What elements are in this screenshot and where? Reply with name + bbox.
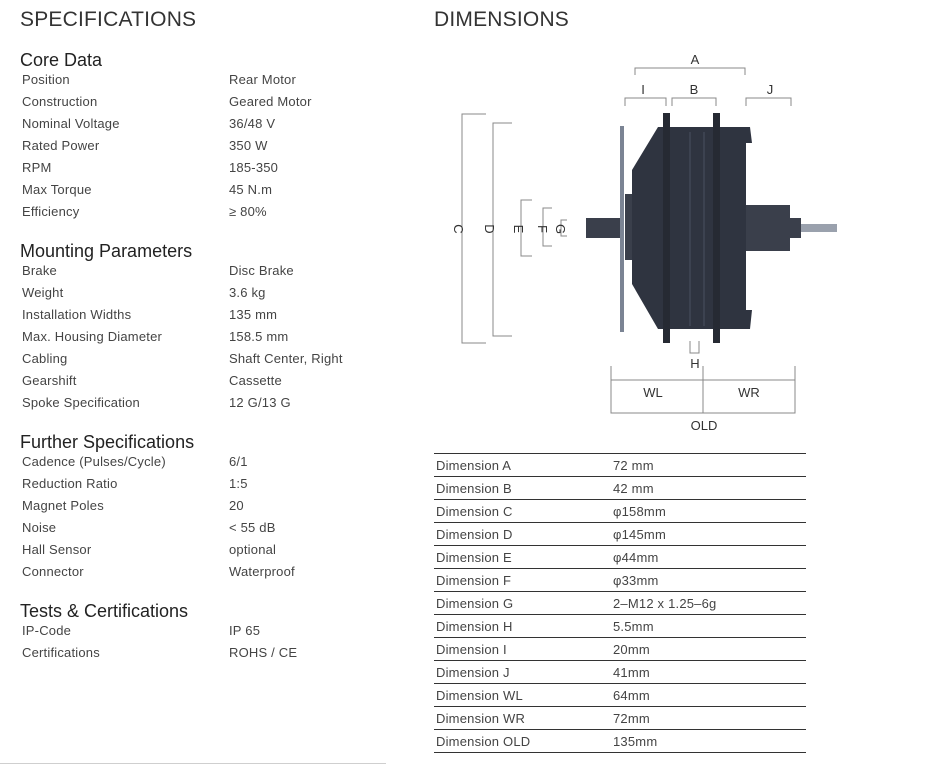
left-axle xyxy=(586,218,624,238)
table-row xyxy=(434,477,806,500)
right-axle-cable xyxy=(801,224,837,232)
spec-label: Weight xyxy=(22,285,64,300)
spec-row xyxy=(22,393,382,415)
table-row xyxy=(434,500,806,523)
spec-value: Geared Motor xyxy=(229,94,312,109)
spec-value: Waterproof xyxy=(229,564,295,579)
label-a: A xyxy=(690,52,700,67)
dimension-label: Dimension B xyxy=(436,481,512,496)
spec-value: 36/48 V xyxy=(229,116,276,131)
spec-row xyxy=(22,158,382,180)
label-i: I xyxy=(641,82,645,97)
dimension-label: Dimension A xyxy=(436,458,512,473)
spec-label: Max. Housing Diameter xyxy=(22,329,163,344)
spec-row xyxy=(22,540,382,562)
spec-value: 45 N.m xyxy=(229,182,273,197)
dimension-value: 41mm xyxy=(613,665,650,680)
dimension-label: Dimension WR xyxy=(436,711,526,726)
dimensions-heading: DIMENSIONS xyxy=(434,8,570,31)
dim-line-b xyxy=(672,98,716,106)
dimension-value: 42 mm xyxy=(613,481,654,496)
spec-row xyxy=(22,562,382,584)
dimension-value: 72 mm xyxy=(613,458,654,473)
dimension-value: 5.5mm xyxy=(613,619,654,634)
spec-label: Installation Widths xyxy=(22,307,132,322)
spec-value: 185-350 xyxy=(229,160,279,175)
spec-row xyxy=(22,518,382,540)
brake-disc xyxy=(620,126,624,332)
spec-value: Rear Motor xyxy=(229,72,297,87)
spec-label: Reduction Ratio xyxy=(22,476,118,491)
section-title-mounting-parameters: Mounting Parameters xyxy=(20,241,193,261)
section-title-tests-certifications: Tests & Certifications xyxy=(20,601,189,621)
right-nut xyxy=(790,218,801,238)
spec-value: Shaft Center, Right xyxy=(229,351,343,366)
label-wr: WR xyxy=(738,385,760,400)
dim-line-i xyxy=(625,98,666,106)
spec-row xyxy=(22,327,382,349)
dimension-value: 135mm xyxy=(613,734,658,749)
spec-label: Efficiency xyxy=(22,204,80,219)
spec-row xyxy=(22,136,382,158)
spec-value: Cassette xyxy=(229,373,282,388)
divider xyxy=(0,763,386,764)
right-flange xyxy=(713,113,720,343)
spec-row xyxy=(22,496,382,518)
section-title-core-data: Core Data xyxy=(20,50,103,70)
dimension-label: Dimension D xyxy=(436,527,513,542)
dimension-label: Dimension OLD xyxy=(436,734,531,749)
table-row xyxy=(434,661,806,684)
spec-value: Disc Brake xyxy=(229,263,294,278)
label-d: D xyxy=(482,224,497,234)
dimension-value: 72mm xyxy=(613,711,650,726)
dimension-value: 2–M12 x 1.25–6g xyxy=(613,596,717,611)
spec-row xyxy=(22,180,382,202)
right-hub-shoulder xyxy=(746,205,790,251)
dimension-value: φ33mm xyxy=(613,573,659,588)
spec-row xyxy=(22,305,382,327)
dim-line-h xyxy=(690,341,699,353)
dimension-label: Dimension G xyxy=(436,596,514,611)
dimensions-table xyxy=(434,453,806,753)
label-g: G xyxy=(553,223,568,235)
spec-label: Hall Sensor xyxy=(22,542,92,557)
specifications-heading: SPECIFICATIONS xyxy=(20,8,197,31)
spec-row xyxy=(22,349,382,371)
dimension-value: φ44mm xyxy=(613,550,659,565)
spec-value: 12 G/13 G xyxy=(229,395,291,410)
table-row xyxy=(434,546,806,569)
label-b: B xyxy=(689,82,699,97)
table-row xyxy=(434,569,806,592)
spec-row xyxy=(22,261,382,283)
spec-label: Cadence (Pulses/Cycle) xyxy=(22,454,166,469)
dim-line-a xyxy=(635,68,745,75)
table-row xyxy=(434,615,806,638)
label-wl: WL xyxy=(643,385,663,400)
table-row xyxy=(434,523,806,546)
spec-label: Nominal Voltage xyxy=(22,116,120,131)
label-f: F xyxy=(535,225,550,233)
spec-label: Noise xyxy=(22,520,57,535)
label-e: E xyxy=(511,224,526,234)
spec-row xyxy=(22,70,382,92)
dim-line-j xyxy=(746,98,791,106)
spec-value: IP 65 xyxy=(229,623,261,638)
dimension-label: Dimension C xyxy=(436,504,513,519)
spec-row xyxy=(22,92,382,114)
spec-label: Certifications xyxy=(22,645,100,660)
dimension-label: Dimension I xyxy=(436,642,507,657)
spec-label: Construction xyxy=(22,94,98,109)
spec-label: Connector xyxy=(22,564,84,579)
dimension-label: Dimension F xyxy=(436,573,512,588)
dimension-value: 64mm xyxy=(613,688,650,703)
dimension-label: Dimension WL xyxy=(436,688,523,703)
dimension-value: 20mm xyxy=(613,642,650,657)
table-row xyxy=(434,638,806,661)
table-row xyxy=(434,453,806,477)
spec-value: 135 mm xyxy=(229,307,278,322)
spec-value: ≥ 80% xyxy=(229,204,267,219)
spec-value: 158.5 mm xyxy=(229,329,289,344)
spec-row xyxy=(22,114,382,136)
spec-label: Rated Power xyxy=(22,138,100,153)
spec-row xyxy=(22,371,382,393)
spec-row xyxy=(22,283,382,305)
spec-label: Max Torque xyxy=(22,182,92,197)
spec-row xyxy=(22,452,382,474)
spec-label: Gearshift xyxy=(22,373,77,388)
dimension-value: φ158mm xyxy=(613,504,666,519)
section-title-further-specifications: Further Specifications xyxy=(20,432,195,452)
spec-value: 350 W xyxy=(229,138,268,153)
spec-label: RPM xyxy=(22,160,52,175)
dimension-label: Dimension H xyxy=(436,619,513,634)
label-c: C xyxy=(451,224,466,234)
spec-row xyxy=(22,621,382,643)
spec-value: ROHS / CE xyxy=(229,645,298,660)
spec-value: optional xyxy=(229,542,277,557)
dimension-value: φ145mm xyxy=(613,527,666,542)
spec-value: 6/1 xyxy=(229,454,248,469)
hub-motor-drawing xyxy=(586,113,837,343)
spec-value: < 55 dB xyxy=(229,520,276,535)
table-row xyxy=(434,707,806,730)
hub-motor-dimension-diagram xyxy=(434,48,854,443)
label-h: H xyxy=(690,356,700,371)
dimension-label: Dimension E xyxy=(436,550,512,565)
spec-row xyxy=(22,202,382,224)
label-j: J xyxy=(766,82,774,97)
spec-value: 20 xyxy=(229,498,244,513)
spec-label: IP-Code xyxy=(22,623,72,638)
left-flange xyxy=(663,113,670,343)
dimension-label: Dimension J xyxy=(436,665,510,680)
spec-label: Cabling xyxy=(22,351,68,366)
spec-value: 3.6 kg xyxy=(229,285,266,300)
spec-label: Position xyxy=(22,72,70,87)
motor-housing xyxy=(632,127,752,329)
spec-value: 1:5 xyxy=(229,476,248,491)
table-row xyxy=(434,684,806,707)
spec-label: Magnet Poles xyxy=(22,498,104,513)
spec-label: Brake xyxy=(22,263,57,278)
spec-row xyxy=(22,474,382,496)
table-row xyxy=(434,730,806,753)
spec-label: Spoke Specification xyxy=(22,395,140,410)
spec-row xyxy=(22,643,382,665)
table-row xyxy=(434,592,806,615)
label-old: OLD xyxy=(690,418,718,433)
